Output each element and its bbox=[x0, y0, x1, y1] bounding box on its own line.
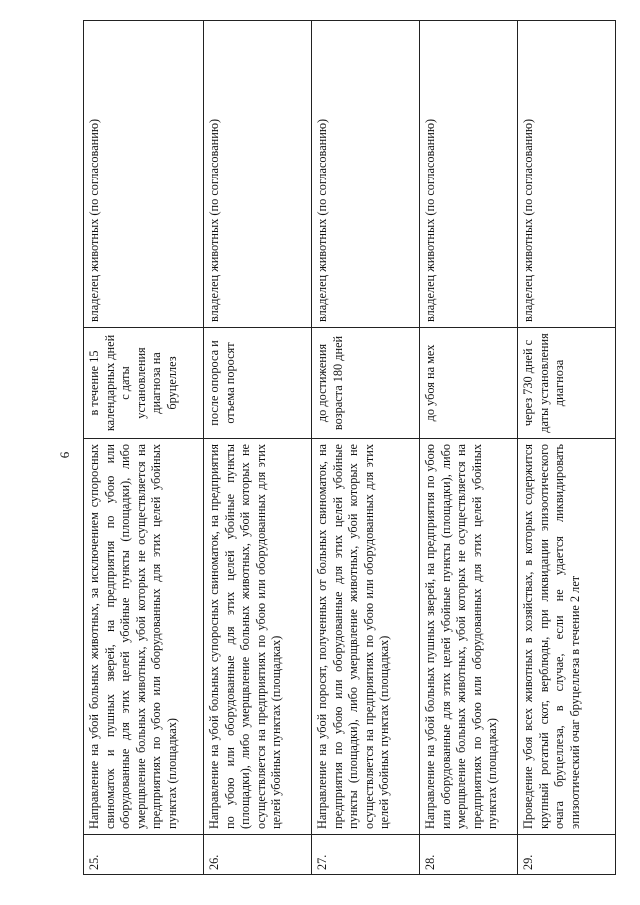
measure-responsible: владелец животных (по согласованию) bbox=[312, 21, 420, 328]
table-row bbox=[518, 21, 616, 875]
measure-term: до достижения возраста 180 дней bbox=[312, 328, 420, 439]
row-number: 27. bbox=[312, 835, 420, 875]
row-number: 29. bbox=[518, 835, 616, 875]
measure-responsible: владелец животных (по согласованию) bbox=[420, 21, 518, 328]
measure-description: Проведение убоя всех животных в хозяйствах, в которых содержится крупный рогатый скот, верблюды, при ликвидации эпизоотического очага бруцеллеза, в случае, если не удается ликвидировать эпизоотический очаг бруцеллеза в течение 2 лет bbox=[518, 439, 616, 835]
measures-table bbox=[83, 20, 616, 875]
measure-description: Направление на убой больных пушных зверей, на предприятия по убою или оборудованные для этих целей убойные пункты (площадки), либо умерщвление больных животных, убой которых не осуществляется на предприятиях по убою или оборудованных для этих целей убойных пунктах (площадках) bbox=[420, 439, 518, 835]
measure-description: Направление на убой поросят, полученных от больных свиноматок, на предприятия по убою или оборудованные для этих целей убойные пункты (площадки), либо умерщвление животных, убой которых не осуществляется на предприятиях по убою или оборудованных для этих целей убойных пунктах (площадках) bbox=[312, 439, 420, 835]
row-number: 25. bbox=[84, 835, 204, 875]
row-number: 26. bbox=[204, 835, 312, 875]
measure-description: Направление на убой больных животных, за исключением супоросных свиноматок и пушных зверей, на предприятия по убою или оборудованные для этих целей убойные пункты (площадки), либо умерщвление больных животных, убой которых не осуществляется на предприятиях по убою или оборудованных для этих целей убойных пунктах (площадках) bbox=[84, 439, 204, 835]
measure-description: Направление на убой больных супоросных свиноматок, на предприятия по убою или оборудованные для этих целей убойные пункты (площадки), либо умерщвление больных животных, убой которых не осуществляется на предприятиях по убою или оборудованных для этих целей убойных пунктах (площадках) bbox=[204, 439, 312, 835]
row-number: 28. bbox=[420, 835, 518, 875]
measure-responsible: владелец животных (по согласованию) bbox=[518, 21, 616, 328]
table-row bbox=[204, 21, 312, 875]
measure-term: после опороса и отъема поросят bbox=[204, 328, 312, 439]
measure-term: до убоя на мех bbox=[420, 328, 518, 439]
measure-term: через 730 дней с даты установления диагноза bbox=[518, 328, 616, 439]
table-row bbox=[312, 21, 420, 875]
table-row bbox=[420, 21, 518, 875]
measure-responsible: владелец животных (по согласованию) bbox=[84, 21, 204, 328]
measure-term: в течение 15 календарных дней с даты установления диагноза на бруцеллез bbox=[84, 328, 204, 439]
table-row bbox=[84, 21, 204, 875]
page-number: 6 bbox=[57, 451, 72, 459]
measure-responsible: владелец животных (по согласованию) bbox=[204, 21, 312, 328]
